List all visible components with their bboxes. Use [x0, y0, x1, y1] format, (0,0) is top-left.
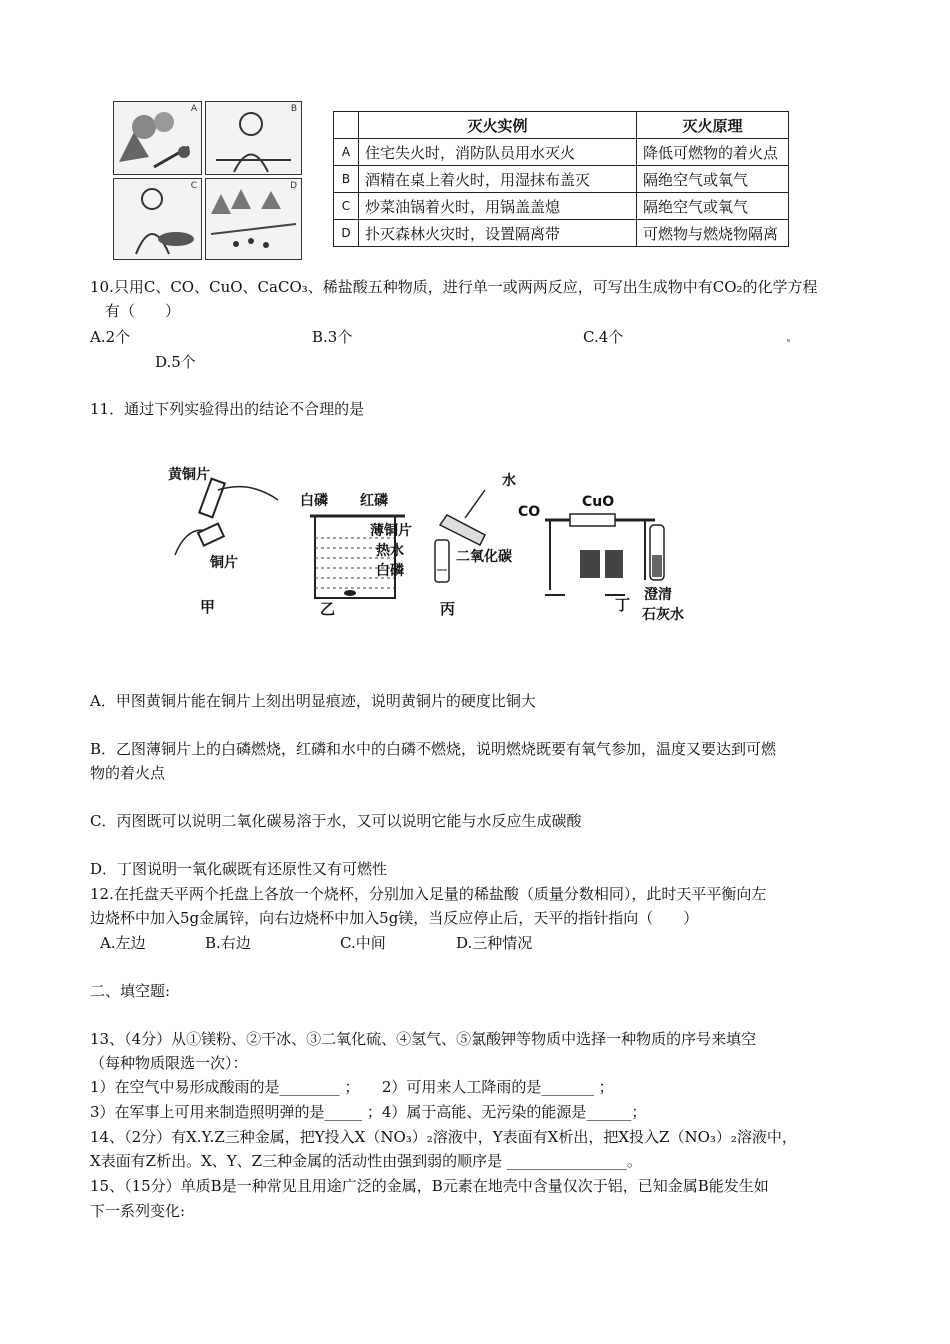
label-white-phosphorus-water: 白磷	[376, 563, 404, 579]
q12-line1: 12.在托盘天平两个托盘上各放一个烧杯，分别加入足量的稀盐酸（质量分数相同），此时天平平衡向左	[90, 885, 767, 903]
q11-option-c: C．丙图既可以说明二氧化碳易溶于水，又可以说明它能与水反应生成碳酸	[90, 812, 582, 830]
label-carbon-dioxide: 二氧化碳	[456, 549, 512, 565]
table-row	[334, 220, 789, 247]
table-row	[334, 139, 789, 166]
section-heading: 二、填空题:	[90, 982, 171, 1000]
picture-tag: B	[290, 104, 297, 114]
label-thin-copper: 薄铜片	[370, 523, 412, 539]
picture-d	[205, 178, 302, 260]
q12-option-a: A.左边	[100, 934, 146, 952]
row-example: 扑灭森林火灾时，设置隔离带	[359, 220, 637, 247]
table-row	[334, 193, 789, 220]
picture-tag: D	[290, 181, 297, 191]
q15-line2: 下一系列变化:	[90, 1202, 186, 1220]
stray-dot	[787, 339, 790, 342]
row-letter: D	[334, 220, 359, 247]
row-principle: 隔绝空气或氧气	[637, 166, 789, 193]
table-header-principle: 灭火原理	[637, 112, 789, 139]
q13-line2: （每种物质限选一次）：	[90, 1054, 248, 1072]
row-example: 炒菜油锅着火时，用锅盖盖熄	[359, 193, 637, 220]
label-brass-piece: 黄铜片	[168, 467, 210, 483]
label-copper-oxide: CuO	[582, 494, 615, 510]
row-letter: A	[334, 139, 359, 166]
picture-c	[113, 178, 202, 260]
label-white-phosphorus: 白磷	[300, 493, 328, 509]
q12-option-d: D.三种情况	[456, 934, 533, 952]
q14-line2: X表面有Z析出。X、Y、Z三种金属的活动性由强到弱的顺序是 ________________。	[90, 1152, 642, 1170]
diagram-jia: 甲	[200, 598, 216, 616]
picture-tag: A	[190, 104, 197, 114]
house-fire-illustration	[114, 102, 201, 174]
row-principle: 隔绝空气或氧气	[637, 193, 789, 220]
label-water: 水	[502, 473, 516, 489]
fire-extinguishing-table	[333, 111, 789, 247]
q10-line1: 10.只用C、CO、CuO、CaCO₃、稀盐酸五种物质，进行单一或两两反应，可写出生成物中有CO₂的化学方程	[90, 278, 818, 296]
q11-option-a: A．甲图黄铜片能在铜片上刻出明显痕迹，说明黄铜片的硬度比铜大	[90, 692, 536, 710]
label-clear: 澄清	[644, 587, 672, 603]
q11-stem: 11．通过下列实验得出的结论不合理的是	[90, 400, 365, 418]
diagram-bing: 丙	[440, 600, 456, 618]
table-header-blank	[334, 112, 359, 139]
person-at-table-illustration	[206, 102, 301, 174]
forest-firebreak-illustration	[206, 179, 301, 259]
q14-line1: 14、（2分）有X.Y.Z三种金属，把Y投入X（NO₃）₂溶液中，Y表面有X析出，把X投入Z（NO₃）₂溶液中，	[90, 1128, 797, 1146]
q13-line3: 1）在空气中易形成酸雨的是________ ； 2）可用来人工降雨的是_______ ；	[90, 1078, 614, 1096]
picture-b	[205, 101, 302, 175]
label-hot-water: 热水	[376, 543, 404, 559]
q13-line4: 3）在军事上可用来制造照明弹的是_____ ；4）属于高能、无污染的能源是______；	[90, 1103, 647, 1121]
row-letter: C	[334, 193, 359, 220]
label-red-phosphorus: 红磷	[360, 493, 388, 509]
q10-line2: 有（ ）	[105, 302, 181, 320]
row-principle: 可燃物与燃烧物隔离	[637, 220, 789, 247]
table-header-row	[334, 112, 789, 139]
q12-option-b: B.右边	[205, 934, 251, 952]
q10-option-b: B.3个	[312, 328, 353, 346]
experiment-diagrams	[160, 460, 720, 630]
q15-line1: 15、（15分）单质B是一种常见且用途广泛的金属，B元素在地壳中含量仅次于铝，已知金属B能发生如	[90, 1177, 769, 1195]
q13-line1: 13、（4分）从①镁粉、②干冰、③二氧化硫、④氢气、⑤氯酸钾等物质中选择一种物质的序号来填空	[90, 1030, 757, 1048]
q11-option-d: D．丁图说明一氧化碳既有还原性又有可燃性	[90, 860, 388, 878]
row-principle: 降低可燃物的着火点	[637, 139, 789, 166]
label-co-gas: CO	[518, 504, 541, 520]
table-header-example: 灭火实例	[359, 112, 637, 139]
q12-option-c: C.中间	[340, 934, 386, 952]
q10-option-d: D.5个	[155, 353, 196, 371]
table-row	[334, 166, 789, 193]
cooking-pot-illustration	[114, 179, 201, 259]
row-letter: B	[334, 166, 359, 193]
diagram-ding: 丁	[615, 596, 631, 614]
row-example: 住宅失火时，消防队员用水灭火	[359, 139, 637, 166]
q11-option-b-cont: 物的着火点	[90, 764, 166, 782]
row-example: 酒精在桌上着火时，用湿抹布盖灭	[359, 166, 637, 193]
diagram-yi: 乙	[320, 600, 336, 618]
q12-line2: 边烧杯中加入5g金属锌，向右边烧杯中加入5g镁，当反应停止后，天平的指针指向（ ）	[90, 909, 699, 927]
q11-option-b: B．乙图薄铜片上的白磷燃烧，红磷和水中的白磷不燃烧，说明燃烧既要有氧气参加，温度又要达到可燃	[90, 740, 777, 758]
label-copper-piece: 铜片	[210, 555, 238, 571]
picture-tag: C	[190, 181, 197, 191]
q10-option-c: C.4个	[583, 328, 624, 346]
co2-bottle-illustration	[425, 490, 515, 590]
label-limewater: 石灰水	[642, 607, 684, 623]
q10-option-a: A.2个	[90, 328, 131, 346]
picture-a	[113, 101, 202, 175]
